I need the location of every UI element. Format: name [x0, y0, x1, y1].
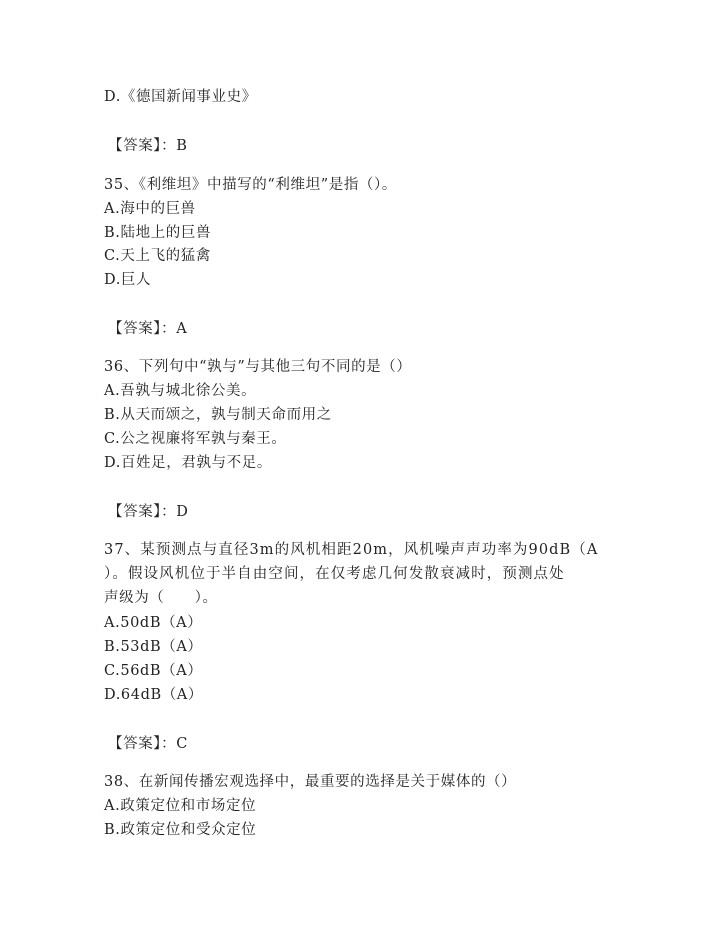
question-36: 36、下列句中“孰与”与其他三句不同的是（） [104, 359, 412, 375]
option-c-q35: C.天上飞的猛禽 [104, 248, 211, 264]
option-a-q38: A.政策定位和市场定位 [104, 798, 257, 814]
answer-q37: 【答案】：C [108, 736, 188, 752]
option-b-q37: B.53dB（A） [104, 639, 203, 655]
option-c-q37: C.56dB（A） [104, 663, 203, 679]
question-37-line-3: 声级为（ ）。 [104, 590, 218, 606]
option-a-q35: A.海中的巨兽 [104, 201, 196, 217]
answer-q34: 【答案】：B [108, 138, 188, 154]
question-35: 35、《利维坦》中描写的“利维坦”是指（）。 [104, 177, 397, 193]
option-b-q38: B.政策定位和受众定位 [104, 822, 257, 838]
option-d-q35: D.巨人 [104, 272, 152, 288]
option-b-q36: B.从天而颂之，孰与制天命而用之 [104, 407, 332, 423]
option-b-q35: B.陆地上的巨兽 [104, 225, 212, 241]
option-d-q34: D.《德国新闻事业史》 [104, 89, 257, 105]
option-c-q36: C.公之视廉将军孰与秦王。 [104, 431, 287, 447]
question-38: 38、在新闻传播宏观选择中，最重要的选择是关于媒体的（） [104, 774, 517, 790]
question-37-line-2: ）。假设风机位于半自由空间，在仅考虑几何发散衰减时，预测点处 [104, 566, 565, 582]
question-37-line-1: 37、某预测点与直径3m的风机相距20m，风机噪声声功率为90dB（A [104, 542, 599, 558]
answer-q35: 【答案】：A [108, 321, 188, 337]
option-a-q37: A.50dB（A） [104, 615, 203, 631]
option-a-q36: A.吾孰与城北徐公美。 [104, 383, 257, 399]
answer-q36: 【答案】：D [108, 504, 189, 520]
option-d-q36: D.百姓足，君孰与不足。 [104, 455, 272, 471]
option-d-q37: D.64dB（A） [104, 687, 203, 703]
